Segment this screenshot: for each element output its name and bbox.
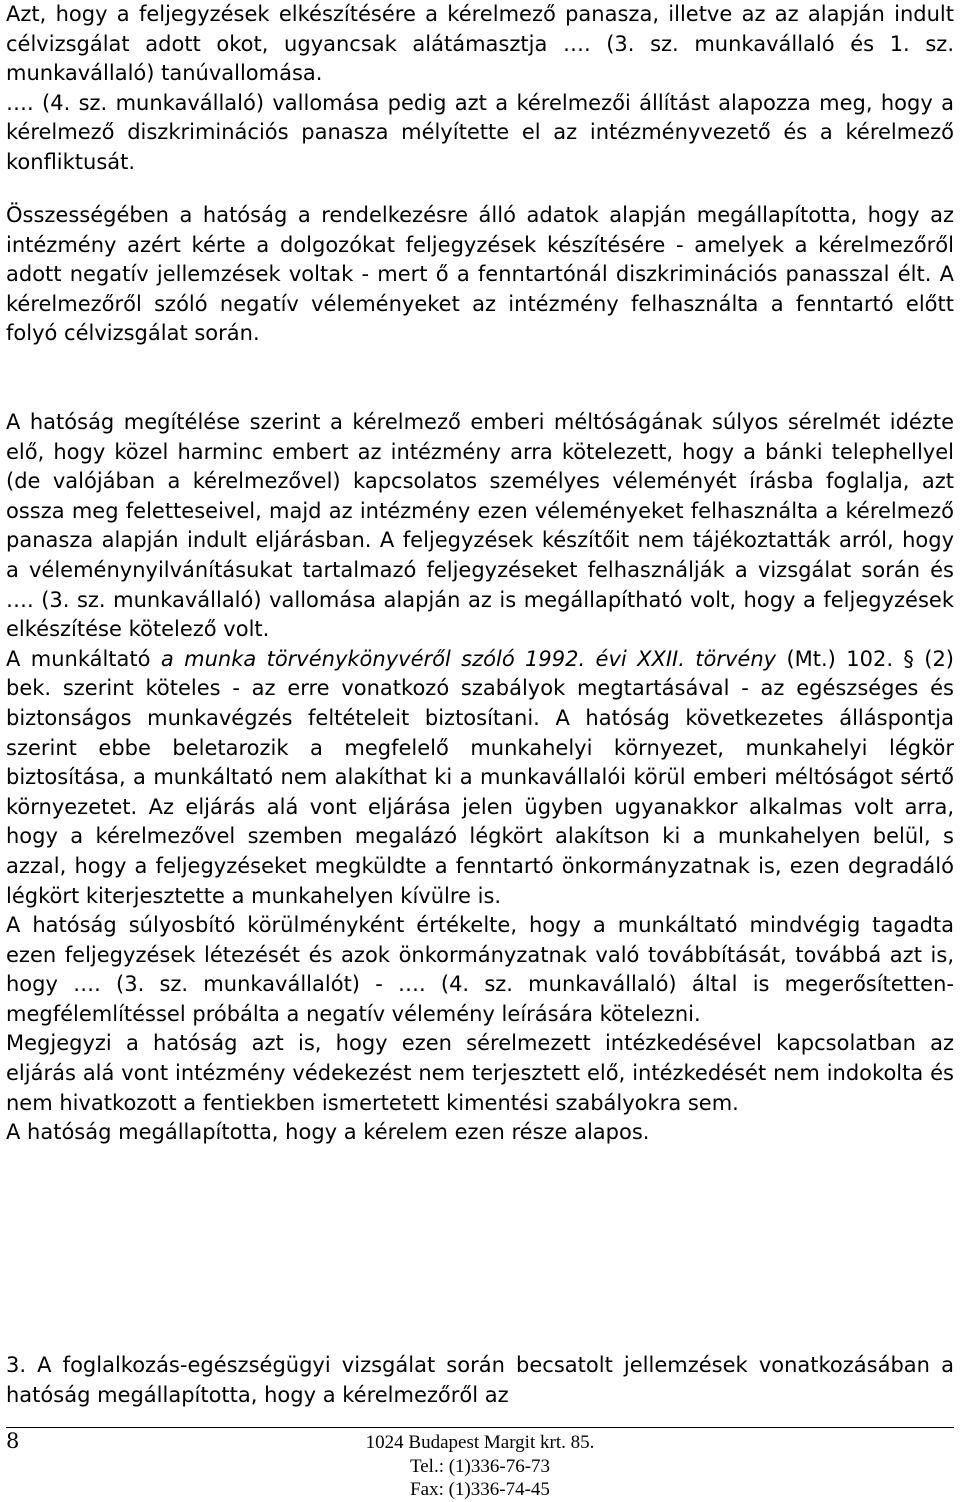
footer-divider — [6, 1427, 954, 1428]
footer-contact — [320, 1431, 640, 1502]
labour-code-title: a munka törvénykönyvéről szóló 1992. évi XXII. törvény — [160, 646, 777, 671]
paragraph-conclusion: A hatóság megállapította, hogy a kérelem ezen része alapos. — [6, 1120, 650, 1145]
footer-fax: Fax: (1)336-74-45 — [410, 1479, 550, 1500]
paragraph-group-2 — [6, 201, 954, 349]
paragraph-no-defense: Megjegyzi a hatóság azt is, hogy ezen sérelmezett intézkedésével kapcsolatban az eljárás alá vont intézmény védekezést nem terjesztett elő, intézkedését nem indokolta és nem hivatkozott a fentiekben ismertetett kimentési szabályokra sem. — [6, 1031, 954, 1115]
paragraph-section-3: 3. A foglalkozás-egészségügyi vizsgálat során becsatolt jellemzések vonatkozásában a hatóság megállapította, hogy a kérelmezőről az — [6, 1353, 954, 1407]
employer-duty-intro: A munkáltató — [6, 646, 161, 671]
paragraph-group-1 — [6, 0, 954, 178]
paragraph-group-4 — [6, 1351, 954, 1410]
paragraph-aggravating-circumstance: A hatóság súlyosbító körülményként értékelte, hogy a munkáltató mindvégig tagadta ezen feljegyzések létezését és azok önkormányzatnak való továbbítását, továbbá azt is, hogy …. (3. sz. munkavállalót) - …. (4. sz. munkavállaló) által is megerősítetten- megfélemlítéssel próbálta a negatív vélemény leírására kötelezni. — [6, 913, 954, 1026]
paragraph-testimony-3-1: Azt, hogy a feljegyzések elkészítésére a kérelmező panasza, illetve az az alapján indult célvizsgálat adott okot, ugyancsak alátámasztja …. (3. sz. munkavállaló és 1. sz. munkavállaló) tanúvallomása. — [6, 2, 954, 86]
footer-phone: Tel.: (1)336-76-73 — [409, 1455, 551, 1477]
paragraph-dignity-violation: A hatóság megítélése szerint a kérelmező emberi méltóságának súlyos sérelmét idézte elő, hogy közel harminc embert az intézmény arra kötelezett, hogy a bánki telephellyel (de valójában a kérelmezővel) kapcsolatos személyes véleményét írásba foglalja, azt ossza meg feletteseivel, majd az intézmény ezen véleményeket felhasználta a kérelmező panasza alapján indult eljárásban. A feljegyzések készítőit nem tájékoztatták arról, hogy a véleménynyilvánításukat tartalmazó feljegyzéseket felhasználják a vizsgálat során és …. (3. sz. munkavállaló) vallomása alapján az is megállapítható volt, hogy a feljegyzések elkészítése kötelező volt. — [6, 410, 954, 642]
paragraph-employer-duty — [6, 645, 954, 911]
employer-duty-rest: (Mt.) 102. § (2) bek. szerint köteles - az erre vonatkozó szabályok megtartásával - az egészséges és biztonságos munkavégzés feltételeit biztosítani. A hatóság következetes álláspontja szerint ebbe beletarozik a megfelelő munkahelyi környezet, munkahelyi légkör biztosítása, a munkáltató nem alakíthat ki a munkavállalói körül emberi méltóságot sértő környezetet. Az eljárás alá vont eljárása jelen ügyben ugyanakkor alkalmas volt arra, hogy a kérelmezővel szemben megalázó légkört alakítson ki a munkahelyen belül, s azzal, hogy a feljegyzéseket megküldte a fenntartó önkormányzatnak is, ezen degradáló légkört kiterjesztette a munkahelyen kívülre is. — [6, 646, 954, 908]
footer-address: 1024 Budapest Margit krt. 85. — [365, 1432, 595, 1453]
paragraph-testimony-4: …. (4. sz. munkavállaló) vallomása pedig azt a kérelmezői állítást alapozza meg, hogy a kérelmező diszkriminációs panasza mélyítette el az intézményvezető és a kérelmező konfliktusát. — [6, 90, 954, 174]
paragraph-group-3 — [6, 408, 954, 1148]
paragraph-summary: Összességében a hatóság a rendelkezésre álló adatok alapján megállapította, hogy az intézmény azért kérte a dolgozókat feljegyzések készítésére - amelyek a kérelmezőről adott negatív jellemzések voltak - mert ő a fenntartónál diszkriminációs panasszal élt. A kérelmezőről szóló negatív véleményeket az intézmény felhasználta a fenntartó előtt folyó célvizsgálat során. — [6, 203, 954, 346]
page-number: 8 — [6, 1429, 20, 1453]
